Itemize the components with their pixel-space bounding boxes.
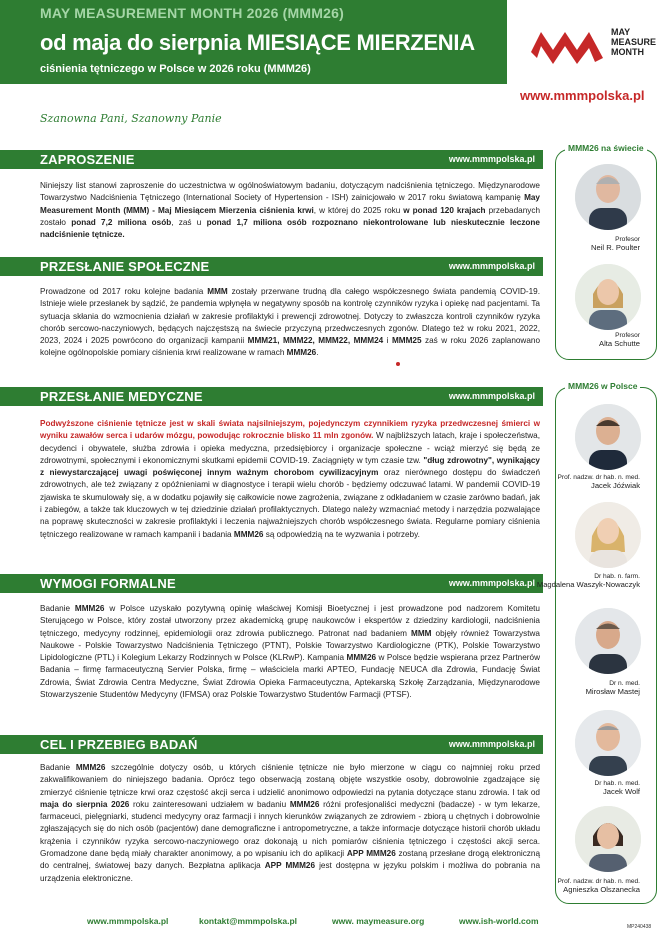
paragraph-segment: w Polsce uzyskało pozytywną opinię właściwej Komisji Bioetycznej i jest prowadzone pod nadzorem Komitetu Sterującego w Polsce, który został utworzony przez akademicką grupę naukowców i ekspertów z dziedziny kardiologii, nadciśnienia tętniczego, medycyny rodzinnej, epidemiologii oraz zdrowia publicznego. Patronat nad badaniem — [40, 604, 540, 638]
person-portrait-icon — [575, 710, 641, 776]
paragraph-segment: ponad 1,7 miliona osób rozpoznano niekontrolowane lub nieskutecznie leczone nadciśnienie tętnicze. — [40, 217, 540, 240]
paragraph-segment: MMM26 — [75, 763, 106, 772]
section-title: WYMOGI FORMALNE — [40, 576, 176, 591]
photo-neil-poulter — [575, 164, 641, 230]
section-text-medical-message — [40, 418, 540, 541]
paragraph-segment: MMM26 — [286, 348, 317, 358]
paragraph-segment: Badanie — [40, 763, 76, 772]
paragraph-segment: "dług zdrowotny", wynikający z niewystarczającej uwagi poświęconej innym ważnym chorobom cywilizacyjnym — [40, 455, 540, 478]
section-url-link[interactable]: www.mmmpolska.pl — [448, 739, 535, 749]
paragraph-segment: zostały przerwane trudną dla całego współczesnego świata pandemią COVID-19. Istnieje wiele przesłanek by sądzić, że pandemia wpłynęła w negatywny sposób na kontrolę czynników ryzyka i opiekę nad pacjentami. Ta sytuacja skłania do wzmocnienia działań w zakresie profilaktyki i prewencji zdrowotnej. Dotyczy to zwłaszcza kontroli czynników ryzyka chorób sercowo-naczyniowych, będących najczęstszą na świecie przyczyną przedwczesnych zgonów. Dlatego też w roku 2021, 2022, 2023, 2024 i 2025 powrócono do organizacji kampanii — [40, 287, 541, 346]
section-bar-invitation — [0, 150, 543, 169]
header-line-3: ciśnienia tętniczego w Polsce w 2026 roku (MMM26) — [40, 63, 311, 75]
person-portrait-icon — [575, 806, 641, 872]
caption-alta-schutte: Profesor Alta Schutte — [599, 332, 640, 348]
paragraph-segment: MMM26 — [233, 529, 264, 539]
paragraph-segment: MMM25 — [391, 336, 422, 346]
paragraph-segment: w ponad 120 krajach — [403, 205, 486, 215]
header-website-link[interactable]: www.mmmpolska.pl — [520, 88, 645, 103]
section-bar-goal-and-course — [0, 735, 543, 754]
person-portrait-icon — [575, 264, 641, 330]
paragraph-segment: oraz nierównego dostępu do świadczeń zdrowotnych, ale też związany z opóźnieniami w diagnostyce i terapii wielu chorób - będziemy odczuwać latami. W pandemii COVID-19 zjawiska te skumulowały się, a w dodatku pojawiły się całkowicie nowe zagrożenia, związane z odkładaniem w czasie zarówno badań, jak i zabiegów, a także tak kluczowych w tej dziedzinie działań profilaktycznych. Dlatego należy wzmacniać metody i narzędzia pozwalające na poprawę skuteczności w zakresie profilaktyki i leczenia najważniejszych chorób współczesnego świata. Regularne pomiary ciśnienia tętniczego realizowane w ramach kampanii i badania — [40, 468, 540, 539]
person-portrait-icon — [575, 164, 641, 230]
caption-agnieszka-olszanecka: Prof. nadzw. dr hab. n. med. Agnieszka Olszanecka — [557, 878, 640, 894]
paragraph-segment: May Measurement Month (MMM) - Maj Miesiącem Mierzenia ciśnienia krwi — [40, 193, 540, 215]
photo-jacek-wolf — [575, 710, 641, 776]
paragraph-segment: jest dostępna w języku polskim i możliwa do pobrania na urządzenia elektroniczne. — [40, 861, 541, 883]
paragraph-segment: różni profesjonaliści medyczni (badacze) - w tym lekarze, farmaceuci, pielęgniarki, studenci medycyny oraz farmacji i innych kierunków związanych ze zdrowiem - zbiorą u chętnych i dobrowolnie zgłaszających się do nich osób (pacjentów) dane demograficzne i antropometryczne, a także informacje dotyczące historii chorób układu krążenia i czynników ryzyka sercowo-naczyniowego oraz dokonają u nich pomiarów ciśnienia tętniczego i częstości akcji serca. Gromadzone dane będą miały charakter anonimowy, a po wpisaniu ich do aplikacji — [40, 799, 541, 859]
paragraph-segment: APP MMM26 — [346, 849, 396, 859]
photo-jacek-jozwiak — [575, 404, 641, 470]
greeting: Szanowna Pani, Szanowny Panie — [40, 112, 222, 125]
footer-contact-email-link[interactable]: kontakt@mmmpolska.pl — [199, 916, 298, 926]
paragraph-segment: . — [316, 348, 319, 358]
caption-magdalena-waszyk-nowaczyk: Dr hab. n. farm. Magdalena Waszyk-Nowaczyk — [536, 573, 640, 589]
paragraph-segment: maja do sierpnia 2026 — [40, 799, 130, 809]
person-portrait-icon — [575, 502, 641, 568]
paragraph-segment: , w której do 2025 roku — [313, 205, 404, 215]
header-line-2: od maja do sierpnia MIESIĄCE MIERZENIA — [40, 30, 475, 55]
photo-alta-schutte — [575, 264, 641, 330]
paragraph-segment: MMM26 — [289, 799, 320, 809]
paragraph-segment: MMM — [411, 628, 432, 638]
logo-text: MAY MEASURE MONTH — [611, 27, 657, 57]
decorative-dot — [396, 362, 400, 366]
caption-miroslaw-mastej: Dr n. med. Mirosław Mastej — [585, 680, 640, 696]
paragraph-segment: Podwyższone ciśnienie tętnicze jest w skali świata najsilniejszym, pojedynczym czynnikiem ryzyka przedwczesnej śmierci w wyniku zawałów serca i udarów mózgu, powodując rokrocznie blisko 11 mln zgonów. — [40, 419, 540, 441]
paragraph-segment: APP MMM26 — [264, 861, 316, 871]
paragraph-segment: W najbliższych latach, kraje i społeczeństwa, decydenci i obywatele, służba zdrowia i opieka medyczna, przedsiębiorcy i organizacje społeczne - wciąż mierzyć się będą ze zdrowotnymi, społecznymi i ekonomicznymi skutkami epidemii COVID-19. Zaciągnięty w tym czasie tzw. — [40, 431, 540, 465]
section-url-link[interactable]: www.mmmpolska.pl — [448, 391, 535, 401]
caption-jacek-wolf: Dr hab. n. med. Jacek Wolf — [594, 780, 640, 796]
paragraph-segment: ponad 7,2 miliona osób — [71, 217, 172, 227]
section-title: ZAPROSZENIE — [40, 152, 135, 167]
paragraph-segment: Badanie — [40, 604, 75, 613]
footer-website-link[interactable]: www.mmmpolska.pl — [87, 916, 169, 926]
photo-miroslaw-mastej — [575, 608, 641, 674]
footer-ish-link[interactable]: www.ish-world.com — [459, 916, 539, 926]
section-text-social-message — [40, 286, 540, 360]
paragraph-segment: MMM21, MMM22, MMM22, MMM24 — [247, 336, 384, 346]
section-bar-formal-requirements — [0, 574, 543, 593]
paragraph-segment: są odpowiedzią na te wyzwania i potrzeby. — [263, 529, 420, 539]
document-code: MP240438 — [627, 924, 652, 930]
paragraph-segment: Prowadzone od 2017 roku kolejne badania — [40, 287, 208, 296]
section-url-link[interactable]: www.mmmpolska.pl — [448, 154, 535, 164]
paragraph-segment: zaś w roku 2026 zaplanowano kolejne ogólnopolskie pomiary ciśnienia krwi realizowane w ramach — [40, 336, 540, 358]
paragraph-segment: przebadanych zostało — [40, 205, 541, 227]
section-title: CEL I PRZEBIEG BADAŃ — [40, 737, 198, 752]
paragraph-segment: w Polsce będzie wspierana przez Partnerów Badania – firmę farmaceutyczną Servier Polska, firmę – właściciela marki APTEO, Fundację NEUCA dla Zdrowia, Fundację Świat Zdrowia, Świat Zdrowia Centra Medyczne, Świat Zdrowia Opieka Farmaceutyczna, Aptekarską Szkołę Zarządzania, Międzynarodowe Stowarzyszenie Studentów Medycyny (IFMSA) oraz Polskie Towarzystwo Studentów Farmacji (PTSF). — [40, 653, 540, 700]
photo-agnieszka-olszanecka — [575, 806, 641, 872]
section-title: PRZESŁANIE MEDYCZNE — [40, 389, 203, 404]
person-portrait-icon — [575, 404, 641, 470]
section-bar-social-message — [0, 257, 543, 276]
paragraph-segment: zostaną przesłane drogą elektroniczną do centralnej, światowej bazy danych. Bezpłatna aplikacja — [40, 849, 540, 871]
footer-maymeasure-link[interactable]: www. maymeasure.org — [332, 916, 425, 926]
paragraph-segment: szczególnie dotyczy osób, u których ciśnienie tętnicze nie było mierzone w ciągu co najmniej roku przed zakwalifikowaniem do niniejszego badania. Oprócz tego obserwacją zostaną objęte wszystkie osoby, dobrowolnie zgadzające się zmierzyć ciśnienie tętnicze krwi oraz częstość akcji serca i udzielić anonimowo odpowiedzi na pytania dotyczące stanu zdrowia. I tak od — [40, 763, 540, 797]
paragraph-segment: MMM26 — [74, 604, 105, 613]
paragraph-segment: Niniejszy list stanowi zaproszenie do uczestnictwa w ogólnoświatowym badaniu, dotyczącym nadciśnienia tętniczego. Międzynarodowe Towarzystwo Nadciśnienia Tętniczego (International Society of Hypertension - ISH) zainicjowało w 2017 roku światową kampanię — [40, 181, 540, 203]
photo-magdalena-waszyk-nowaczyk — [575, 502, 641, 568]
sidebar-world-title: MMM26 na świecie — [565, 143, 647, 153]
person-portrait-icon — [575, 608, 641, 674]
paragraph-segment: , zaś u — [171, 217, 207, 227]
section-text-formal-requirements — [40, 603, 540, 701]
caption-jacek-jozwiak: Prof. nadzw. dr hab. n. med. Jacek Jóźwiak — [557, 474, 640, 490]
caption-neil-poulter: Profesor Neil R. Poulter — [591, 236, 640, 252]
section-text-invitation — [40, 180, 540, 241]
section-url-link[interactable]: www.mmmpolska.pl — [448, 578, 535, 588]
section-text-goal-and-course — [40, 762, 540, 885]
paragraph-segment: objęły również Towarzystwa Naukowe - Polskie Towarzystwo Nadciśnienia Tętniczego (PTNT), Polskie Towarzystwo Kardiologiczne (PTK), Polskie Towarzystwo Lipidologiczne (PTL) i Kolegium Lekarzy Rodzinnych w Polsce (KLRwP). Kampania — [40, 628, 540, 663]
paragraph-segment: MMM26 — [346, 653, 377, 663]
section-bar-medical-message — [0, 387, 543, 406]
header-banner — [0, 0, 507, 84]
section-url-link[interactable]: www.mmmpolska.pl — [448, 261, 535, 271]
section-title: PRZESŁANIE SPOŁECZNE — [40, 259, 210, 274]
paragraph-segment: MMM — [207, 287, 228, 296]
header-line-1: MAY MEASUREMENT MONTH 2026 (MMM26) — [40, 5, 344, 21]
paragraph-segment: i — [383, 336, 392, 346]
sidebar-poland-title: MMM26 w Polsce — [565, 381, 640, 391]
paragraph-segment: roku zainteresowani udziałem w badaniu — [129, 799, 290, 809]
